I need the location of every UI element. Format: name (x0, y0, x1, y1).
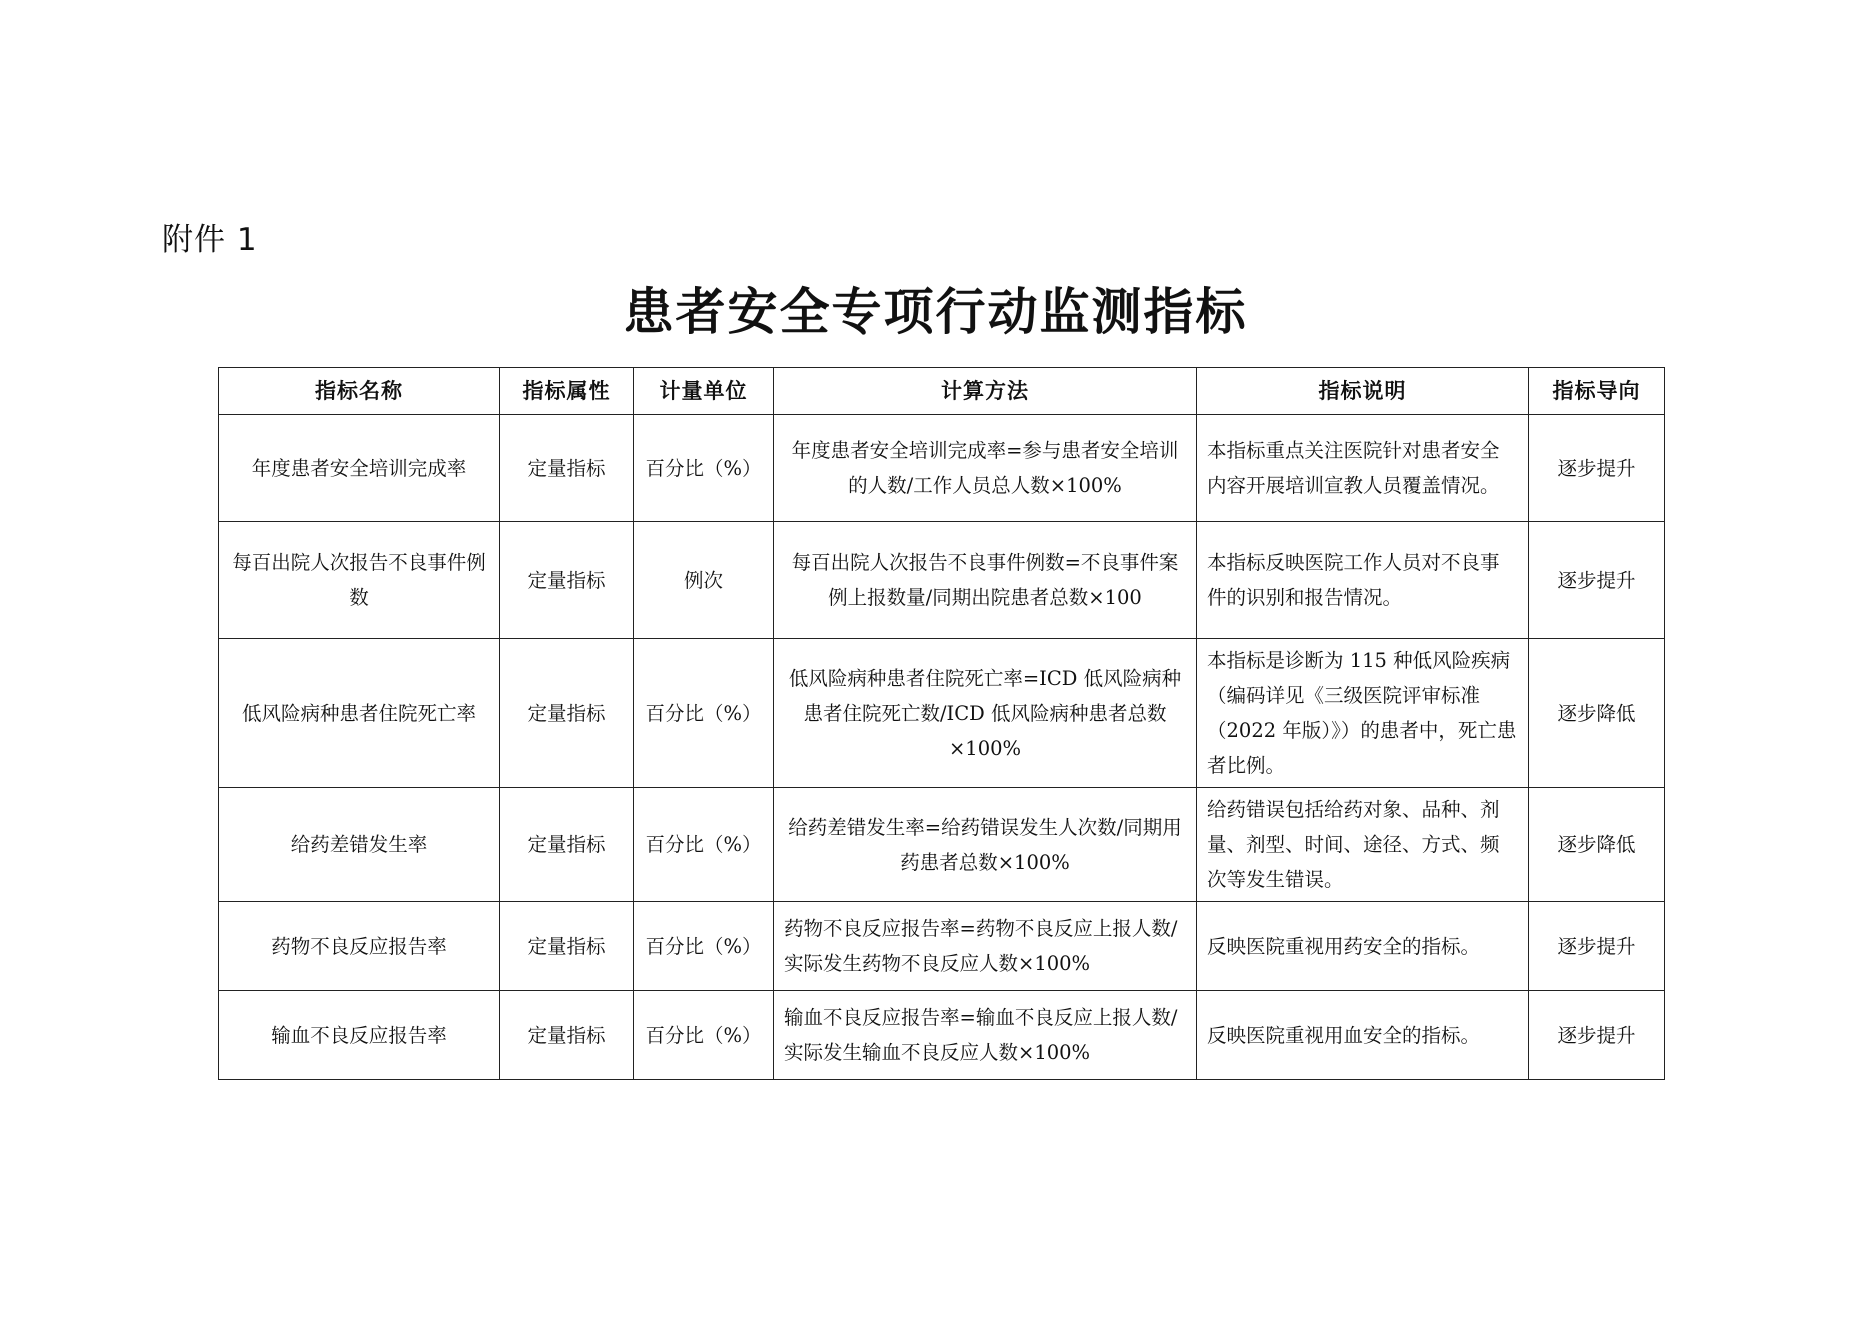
cell-indicator-attribute: 定量指标 (500, 415, 634, 522)
header-indicator-name: 指标名称 (219, 368, 500, 415)
cell-indicator-direction: 逐步提升 (1529, 522, 1665, 639)
cell-calculation-method: 药物不良反应报告率=药物不良反应上报人数/实际发生药物不良反应人数×100% (774, 902, 1197, 991)
table-header-row (219, 368, 1665, 415)
table-row (219, 902, 1665, 991)
cell-indicator-name: 低风险病种患者住院死亡率 (219, 639, 500, 788)
table-row (219, 639, 1665, 788)
header-indicator-direction: 指标导向 (1529, 368, 1665, 415)
cell-indicator-description: 反映医院重视用血安全的指标。 (1197, 991, 1529, 1080)
table-row (219, 788, 1665, 902)
cell-calculation-method: 每百出院人次报告不良事件例数=不良事件案例上报数量/同期出院患者总数×100 (774, 522, 1197, 639)
cell-indicator-direction: 逐步提升 (1529, 415, 1665, 522)
cell-unit: 百分比（%） (634, 788, 774, 902)
cell-indicator-attribute: 定量指标 (500, 788, 634, 902)
table-row (219, 991, 1665, 1080)
cell-indicator-attribute: 定量指标 (500, 639, 634, 788)
cell-indicator-attribute: 定量指标 (500, 902, 634, 991)
cell-unit: 百分比（%） (634, 639, 774, 788)
cell-indicator-name: 药物不良反应报告率 (219, 902, 500, 991)
cell-unit: 例次 (634, 522, 774, 639)
cell-indicator-name: 给药差错发生率 (219, 788, 500, 902)
cell-indicator-direction: 逐步降低 (1529, 639, 1665, 788)
cell-indicator-description: 反映医院重视用药安全的指标。 (1197, 902, 1529, 991)
cell-indicator-direction: 逐步提升 (1529, 902, 1665, 991)
attachment-label: 附件 1 (162, 222, 258, 258)
cell-indicator-description: 本指标重点关注医院针对患者安全内容开展培训宣教人员覆盖情况。 (1197, 415, 1529, 522)
table-row (219, 415, 1665, 522)
header-indicator-attribute: 指标属性 (500, 368, 634, 415)
cell-unit: 百分比（%） (634, 415, 774, 522)
header-unit: 计量单位 (634, 368, 774, 415)
cell-calculation-method: 给药差错发生率=给药错误发生人次数/同期用药患者总数×100% (774, 788, 1197, 902)
header-indicator-description: 指标说明 (1197, 368, 1529, 415)
cell-indicator-direction: 逐步提升 (1529, 991, 1665, 1080)
table-row (219, 522, 1665, 639)
metrics-table (218, 367, 1665, 1080)
cell-indicator-name: 年度患者安全培训完成率 (219, 415, 500, 522)
cell-indicator-name: 每百出院人次报告不良事件例数 (219, 522, 500, 639)
cell-indicator-attribute: 定量指标 (500, 522, 634, 639)
cell-calculation-method: 年度患者安全培训完成率=参与患者安全培训的人数/工作人员总人数×100% (774, 415, 1197, 522)
cell-calculation-method: 低风险病种患者住院死亡率=ICD 低风险病种患者住院死亡数/ICD 低风险病种患者总数×100% (774, 639, 1197, 788)
cell-indicator-description: 本指标反映医院工作人员对不良事件的识别和报告情况。 (1197, 522, 1529, 639)
cell-unit: 百分比（%） (634, 902, 774, 991)
cell-calculation-method: 输血不良反应报告率=输血不良反应上报人数/实际发生输血不良反应人数×100% (774, 991, 1197, 1080)
cell-indicator-description: 本指标是诊断为 115 种低风险疾病（编码详见《三级医院评审标准（2022 年版）》）的患者中，死亡患者比例。 (1197, 639, 1529, 788)
document-title: 患者安全专项行动监测指标 (623, 283, 1248, 341)
cell-indicator-name: 输血不良反应报告率 (219, 991, 500, 1080)
cell-indicator-description: 给药错误包括给药对象、品种、剂量、剂型、时间、途径、方式、频次等发生错误。 (1197, 788, 1529, 902)
cell-unit: 百分比（%） (634, 991, 774, 1080)
cell-indicator-direction: 逐步降低 (1529, 788, 1665, 902)
cell-indicator-attribute: 定量指标 (500, 991, 634, 1080)
header-calculation-method: 计算方法 (774, 368, 1197, 415)
